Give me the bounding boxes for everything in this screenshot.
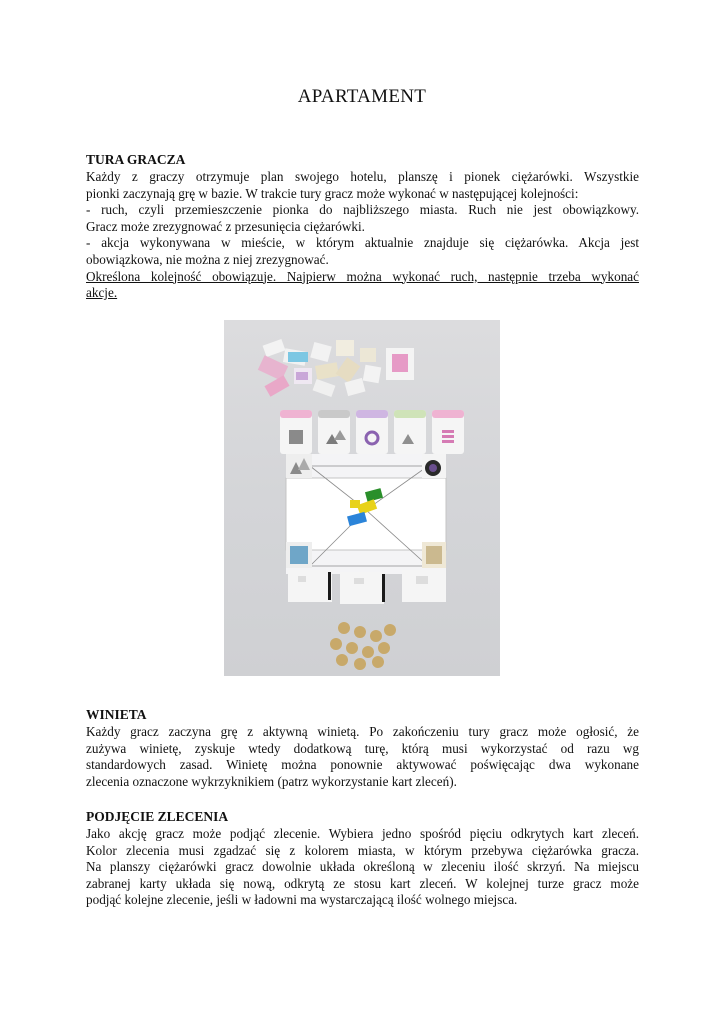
document-title: APARTAMENT <box>297 86 427 107</box>
underlined-text-line: akcje. <box>86 285 118 301</box>
section-heading: PODJĘCIE ZLECENIA <box>86 809 229 824</box>
scattered-tiles <box>258 339 414 397</box>
text-line: Każdy z graczy otrzymuje plan swojego hotelu, planszę i pionek ciężarówki. Wszystkie <box>86 169 639 184</box>
order-card <box>318 410 350 454</box>
text-line: zużywa winietę, zyskuje wtedy dodatkową turę, którą musi wykorzystać od razu wg <box>86 740 639 756</box>
text-line: Jako akcję gracz może podjąć zlecenie. Wybiera jedno spośród pięciu odkrytych kart zleceń. <box>86 826 639 841</box>
section-winieta <box>86 706 639 790</box>
text-line: podjąć kolejne zlecenie, jeśli w ładowni ma wystarczającą ilość wolnego miejsca. <box>86 892 518 908</box>
game-board <box>286 454 446 574</box>
section-body <box>86 169 639 302</box>
section-tura-gracza <box>86 151 639 302</box>
section-heading: TURA GRACZA <box>86 152 186 167</box>
text-line: Gracz może zrezygnować z przesunięcia ciężarówki. <box>86 218 365 234</box>
order-card <box>356 410 388 454</box>
text-line: Kolor zlecenia musi zgadzać się z kolorem miasta, w którym przebywa ciężarówka gracza. <box>86 842 639 858</box>
truck-boards-row <box>288 570 446 604</box>
order-card <box>432 410 464 454</box>
section-podjecie-zlecenia <box>86 808 639 909</box>
game-components-photo <box>224 320 500 676</box>
game-components-illustration <box>224 320 500 676</box>
order-card <box>280 410 312 454</box>
section-heading: WINIETA <box>86 707 147 722</box>
text-line: pionki zaczynają grę w bazie. W trakcie tury gracz może wykonać w następującej kolejności: <box>86 185 579 201</box>
section-body <box>86 724 639 790</box>
section-body <box>86 826 639 909</box>
underlined-text-line: Określona kolejność obowiązuje. Najpierw można wykonać ruch, następnie trzeba wykonać <box>86 268 639 284</box>
coin-tokens <box>330 622 396 670</box>
text-line: standardowych zasad. Winietę można ponownie aktywować poświęcając dwa wykonane <box>86 757 639 773</box>
order-cards-row <box>280 410 464 454</box>
text-line: - ruch, czyli przemieszczenie pionka do najbliższego miasta. Ruch nie jest obowiązkowy. <box>86 202 639 218</box>
text-line: zlecenia oznaczone wykrzyknikiem (patrz wykorzystanie kart zleceń). <box>86 773 457 789</box>
order-card <box>394 410 426 454</box>
text-line: obowiązkowa, nie można z niej zrezygnować. <box>86 251 329 267</box>
text-line: - akcja wykonywana w mieście, w którym aktualnie znajduje się ciężarówka. Akcja jest <box>86 235 639 251</box>
text-line: zabranej karty układa się nową, odkrytą ze stosu kart zleceń. W kolejnej turze gracz może <box>86 875 639 891</box>
text-line: Każdy gracz zaczyna grę z aktywną winietą. Po zakończeniu tury gracz może ogłosić, że <box>86 724 639 739</box>
text-line: Na planszy ciężarówki gracz dowolnie układa określoną w zleceniu ilość skrzyń. Na miejscu <box>86 859 639 875</box>
